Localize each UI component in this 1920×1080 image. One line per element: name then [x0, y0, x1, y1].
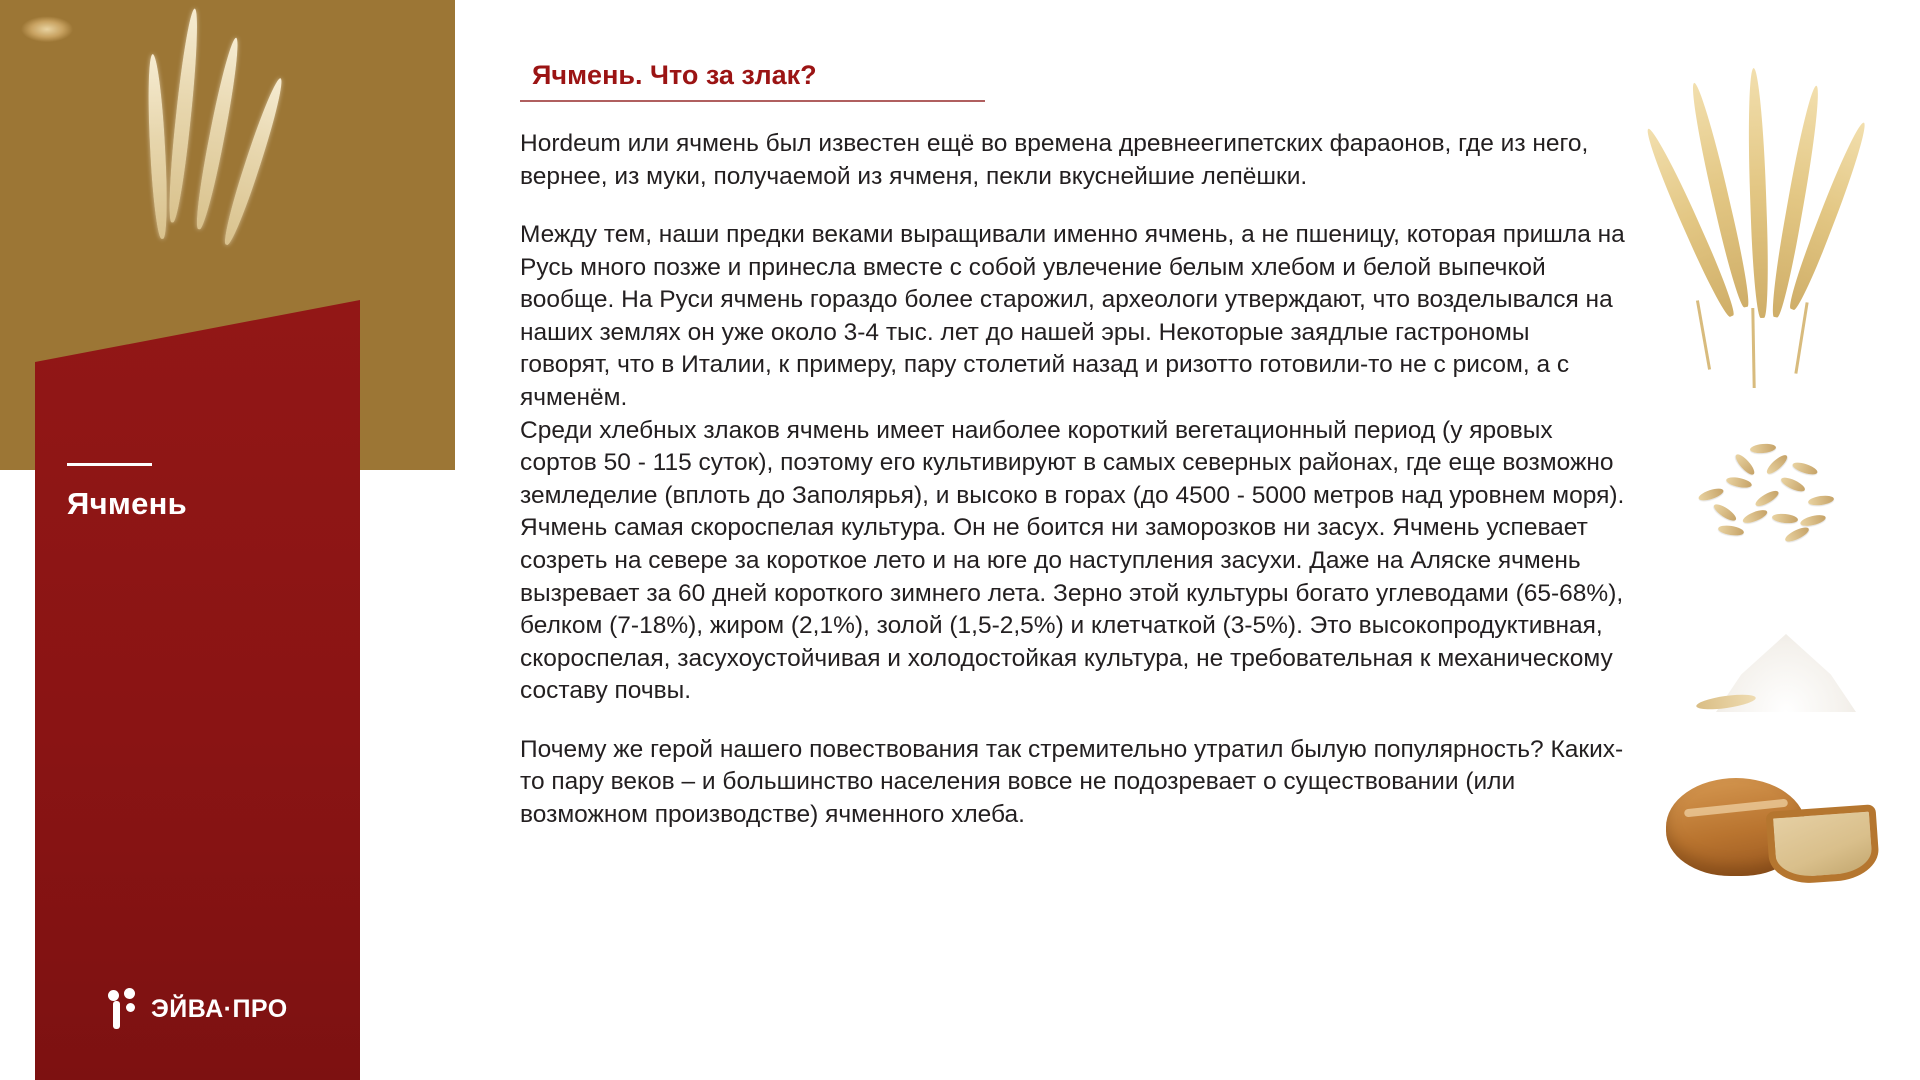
title-underline — [520, 100, 985, 102]
paragraph: Почему же герой нашего повествования так стремительно утратил былую популярность? Каких-то пару веков – и большинство населения вовсе не подозревает о существовании (или возможном производстве) ячменного хлеба. — [520, 735, 1624, 828]
flour-pile-image — [1690, 600, 1880, 720]
panel-divider — [67, 463, 152, 466]
red-angled-block — [35, 300, 360, 1080]
barley-grains-image — [1688, 420, 1868, 550]
right-image-column — [1630, 0, 1920, 1080]
content-column — [520, 60, 1630, 858]
brand-logo — [108, 988, 288, 1030]
paragraph: Hordeum или ячмень был известен ещё во времена древнеегипетских фараонов, где из него, вернее, из муки, получаемой из ячменя, пекли вкуснейшие лепёшки. — [520, 130, 1589, 190]
logo-text: ЭЙВА·ПРО — [151, 994, 288, 1023]
wheat-ears-image — [1642, 50, 1892, 400]
page-title: Ячмень. Что за злак? — [532, 60, 817, 90]
paragraph: Между тем, наши предки веками выращивали именно ячмень, а не пшеницу, которая пришла на Русь много позже и принесла вместе с собой увлечение белым хлебом и белой выпечкой вообще. На Руси ячмень гораздо более старожил, археологи утверждают, что возделывался на наших землях он уже около 3-4 тыс. лет до нашей эры. Некоторые заядлые гастрономы говорят, что в Италии, к примеру, пару столетий назад и ризотто готовили-то не с рисом, а с ячменём. — [520, 221, 1625, 412]
left-panel — [0, 0, 455, 1080]
bread-loaf-image — [1660, 760, 1900, 910]
paragraph: Среди хлебных злаков ячмень имеет наиболее короткий вегетационный период (у яровых сортов 50 - 115 суток), поэтому его культивируют в самых северных районах, где еще возможно земледелие (вплоть до Заполярья), и высоко в горах (до 4500 - 5000 метров над уровнем моря). Ячмень самая скороспелая культура. Он не боится ни заморозков ни засух. Ячмень успевает созреть на севере за короткое лето и на юге до наступления засухи. Даже на Аляске ячмень вызревает за 60 дней короткого зимнего лета. Зерно этой культуры богато углеводами (65-68%), белком (7-18%), жиром (2,1%), золой (1,5-2,5%) и клетчаткой (3-5%). Это высокопродуктивная, скороспелая, засухоустойчивая и холодостойкая культура, не требовательная к механическому составу почвы. — [520, 416, 1625, 705]
panel-title: Ячмень — [67, 486, 188, 521]
logo-mark-icon — [108, 988, 138, 1030]
